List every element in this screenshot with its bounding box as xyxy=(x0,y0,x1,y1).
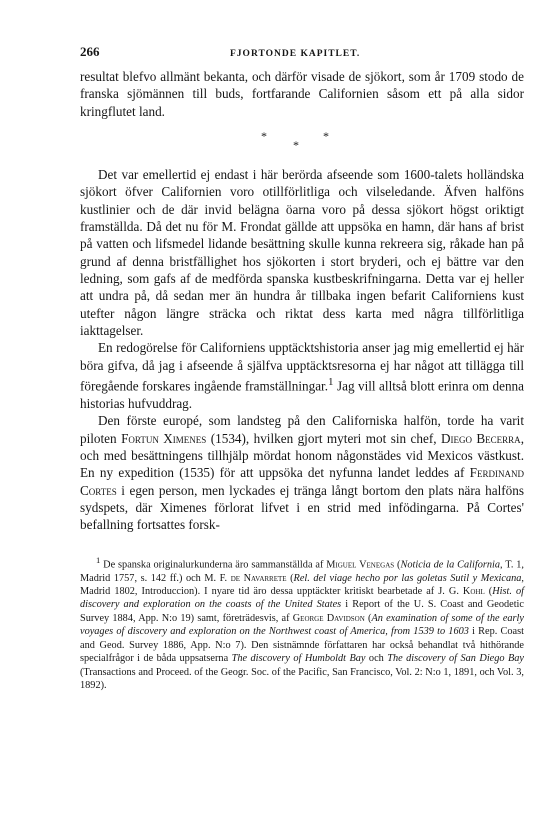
person-name: Kohl xyxy=(462,585,485,597)
text-run: ( xyxy=(364,612,372,624)
italic-title: Noticia de la California xyxy=(400,559,501,571)
person-name: Diego Becerra xyxy=(440,430,521,446)
asterisk: * xyxy=(261,129,267,144)
text-run: (1534), hvilken gjort myteri mot sin chef, xyxy=(206,430,441,446)
text-run: i Rep. Coast and Geod. Survey 1886, App. N:o 7). Den sistnämnde författaren har också behandlat två hithörande specialfrågor i de båda uppsatserna xyxy=(80,626,524,665)
asterisk: * xyxy=(293,138,299,153)
footnote xyxy=(80,554,524,693)
italic-title: The discovery of Humboldt Bay xyxy=(231,653,366,665)
person-name: Miguel Venegas xyxy=(326,559,395,571)
italic-title: An examination of some of the early voyages of discovery and exploration on the Northwest coast of America, from 1539 to 1603 xyxy=(80,612,524,638)
asterisk: * xyxy=(323,129,329,144)
running-title: FJORTONDE KAPITLET. xyxy=(230,49,361,59)
paragraph xyxy=(80,412,524,533)
text-run: De spanska originalurkunderna äro sammanställda af xyxy=(100,559,327,571)
footnote-marker: 1 xyxy=(96,554,101,565)
text-run: i Report of the U. S. Coast and Geodetic Survey 1884, App. N:o 19) samt, företrädesvis, af xyxy=(80,599,524,624)
person-name: de Navarrete xyxy=(230,572,287,584)
person-name: Fortun Ximenes xyxy=(121,430,207,446)
text-run: och xyxy=(365,653,388,665)
text-run: ( xyxy=(484,585,493,597)
text-run: , och med besättningens tillhjälp mördat honom någonstädes vid Mexicos västkust. En ny expedition (1535) för att uppsöka det nyfunna landet leddes af xyxy=(80,430,524,481)
text-run: i egen person, men lyckades ej tränga långt bortom den plats nära halföns sydspets, där Ximenes förlorat lifvet i en strid med infödingarna. På Cortes' befallning fortsattes forsk- xyxy=(80,482,524,533)
text-run: Det var emellertid ej endast i här berörda afseende som 1600-talets holländska sjökort öfver Californien voro otillförlitliga och vilseledande. Äfven halföns kustlinier och de där invid belägna öarna voro på dessa sjökort högst oriktigt framställda. Då det nu för M. Frondat gällde att uppsöka en hamn, där hans af brist på vatten och lifsmedel lidande besättning skulle kunna rekreera sig, råkade han på grund af denna bristfällighet hos sjökorten i stort bryderi, och ej bättre var den ledning, som gafs af de medförda spanska kustbeskrifningarna. Detta var ej heller att undra på, då sedan mer än hundra år tillbaka ingen befarit Californiens kust utefter någon längre sträcka och riktat dess karta med några tillförlitliga iakttagelser. xyxy=(80,167,524,339)
page-header xyxy=(80,44,524,60)
paragraph xyxy=(80,339,524,412)
text-run: En redogörelse för Californiens upptäcktshistoria anser jag mig emellertid ej här böra gifva, då jag i afseende å själfva upptäcktsresorna ej har något att tillägga till föregående forskares ingående framställningar. xyxy=(80,340,524,394)
paragraph xyxy=(80,166,524,339)
person-name: George Davidson xyxy=(292,612,365,624)
paragraph xyxy=(80,68,524,120)
text-run: , Madrid 1802, Introduccion). I nyare tid äro dessa upptäckter kritiskt bearbetade af J. G. xyxy=(80,572,524,597)
page-number: 266 xyxy=(80,44,100,59)
text-run: resultat blefvo allmänt bekanta, och därför visade de sjökort, som år 1709 stodo de franska sjömännen till buds, fortfarande Californien såsom ett på alla sidor kringflutet land. xyxy=(80,69,524,119)
footnote-area xyxy=(80,554,524,693)
text-run: ( xyxy=(286,572,294,584)
footnote-reference: 1 xyxy=(328,376,334,389)
text-run: Jag vill alltså blott erinra om denna historias hufvuddrag. xyxy=(80,378,524,411)
text-run: , T. 1, Madrid 1757, s. 142 ff.) och M. F. xyxy=(80,559,524,584)
body-text xyxy=(80,68,524,534)
text-run: Den förste europé, som landsteg på den Californiska halfön, torde ha varit piloten xyxy=(80,413,524,446)
text-run: (Transactions and Proceed. of the Geogr. Soc. of the Pacific, San Francisco, Vol. 2: N:o 1, 1891, och Vol. 3, 1892). xyxy=(80,666,524,692)
person-name: Ferdinand Cortes xyxy=(80,465,524,498)
section-break-ornament xyxy=(80,120,524,166)
italic-title: Rel. del viage hecho por las goletas Sutil y Mexicana xyxy=(293,572,522,584)
footnote-text xyxy=(80,559,524,691)
text-run: ( xyxy=(394,559,401,571)
italic-title: The discovery of San Diego Bay xyxy=(387,653,524,665)
italic-title: Hist. of discovery and exploration on the coasts of the United States xyxy=(80,585,524,611)
